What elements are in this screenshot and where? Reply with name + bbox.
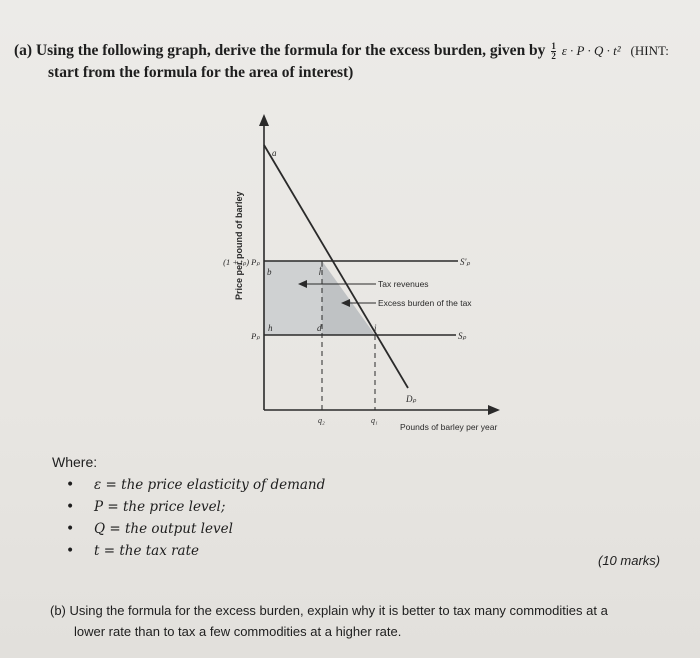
excess-burden-area: [322, 261, 375, 335]
question-a-label: (a): [14, 42, 33, 59]
bullet-icon: •: [66, 521, 75, 537]
hint-label: (HINT:: [630, 43, 669, 58]
definition-epsilon: ε = the price elasticity of demand: [94, 477, 326, 493]
bullet-icon: •: [66, 499, 75, 515]
variable-definitions: [52, 474, 325, 562]
definition-price: P = the price level;: [94, 499, 226, 515]
demand-label: Dₚ: [406, 394, 417, 404]
point-h-label: h: [268, 323, 273, 333]
question-a-text: Using the following graph, derive the formula for the excess burden, given by: [35, 42, 546, 59]
y-axis-label: Price per pound of barley: [234, 191, 244, 300]
q2-label: q₂: [318, 416, 325, 425]
question-b: [50, 600, 680, 642]
tax-revenues-label: Tax revenues: [378, 279, 429, 289]
supply-high-label: S'ₚ: [460, 257, 471, 267]
point-a-label: a: [272, 148, 277, 158]
list-item: [52, 474, 325, 496]
x-axis-label: Pounds of barley per year: [400, 422, 498, 432]
supply-low-label: Sₚ: [458, 331, 467, 341]
excess-burden-formula: ε · P · Q · t²: [561, 43, 621, 58]
price-high-label: (1 + tₚ) Pₚ: [223, 257, 260, 267]
point-f-label: f: [319, 265, 322, 275]
question-a: [14, 40, 694, 84]
question-b-line2: lower rate than to tax a few commodities at a higher rate.: [74, 624, 402, 639]
where-label: Where:: [52, 454, 98, 470]
excess-burden-graph: [180, 100, 520, 440]
q1-label: q₁: [371, 416, 378, 425]
fraction-numerator: 1: [551, 40, 556, 51]
definition-tax-rate: t = the tax rate: [94, 543, 200, 559]
fraction-one-half: [551, 42, 556, 61]
list-item: [52, 518, 325, 540]
question-b-line1: (b) Using the formula for the excess burden, explain why it is better to tax many commodities at a: [50, 603, 608, 618]
tax-revenue-area: [264, 261, 322, 335]
bullet-icon: •: [66, 477, 75, 493]
marks-label: (10 marks): [598, 553, 661, 568]
question-a-line2: start from the formula for the area of interest): [48, 64, 354, 81]
fraction-denominator: 2: [551, 50, 556, 61]
list-item: [52, 540, 325, 562]
where-block: [52, 454, 325, 562]
price-low-label: Pₚ: [251, 331, 260, 341]
x-axis-arrow-icon: [488, 405, 500, 415]
y-axis-arrow-icon: [259, 114, 269, 126]
excess-burden-label: Excess burden of the tax: [378, 298, 472, 308]
list-item: [52, 496, 325, 518]
point-d-label: d: [317, 323, 322, 333]
point-i-label: i: [374, 323, 377, 333]
definition-output: Q = the output level: [94, 521, 233, 537]
bullet-icon: •: [66, 543, 75, 559]
point-b-label: b: [267, 267, 272, 277]
